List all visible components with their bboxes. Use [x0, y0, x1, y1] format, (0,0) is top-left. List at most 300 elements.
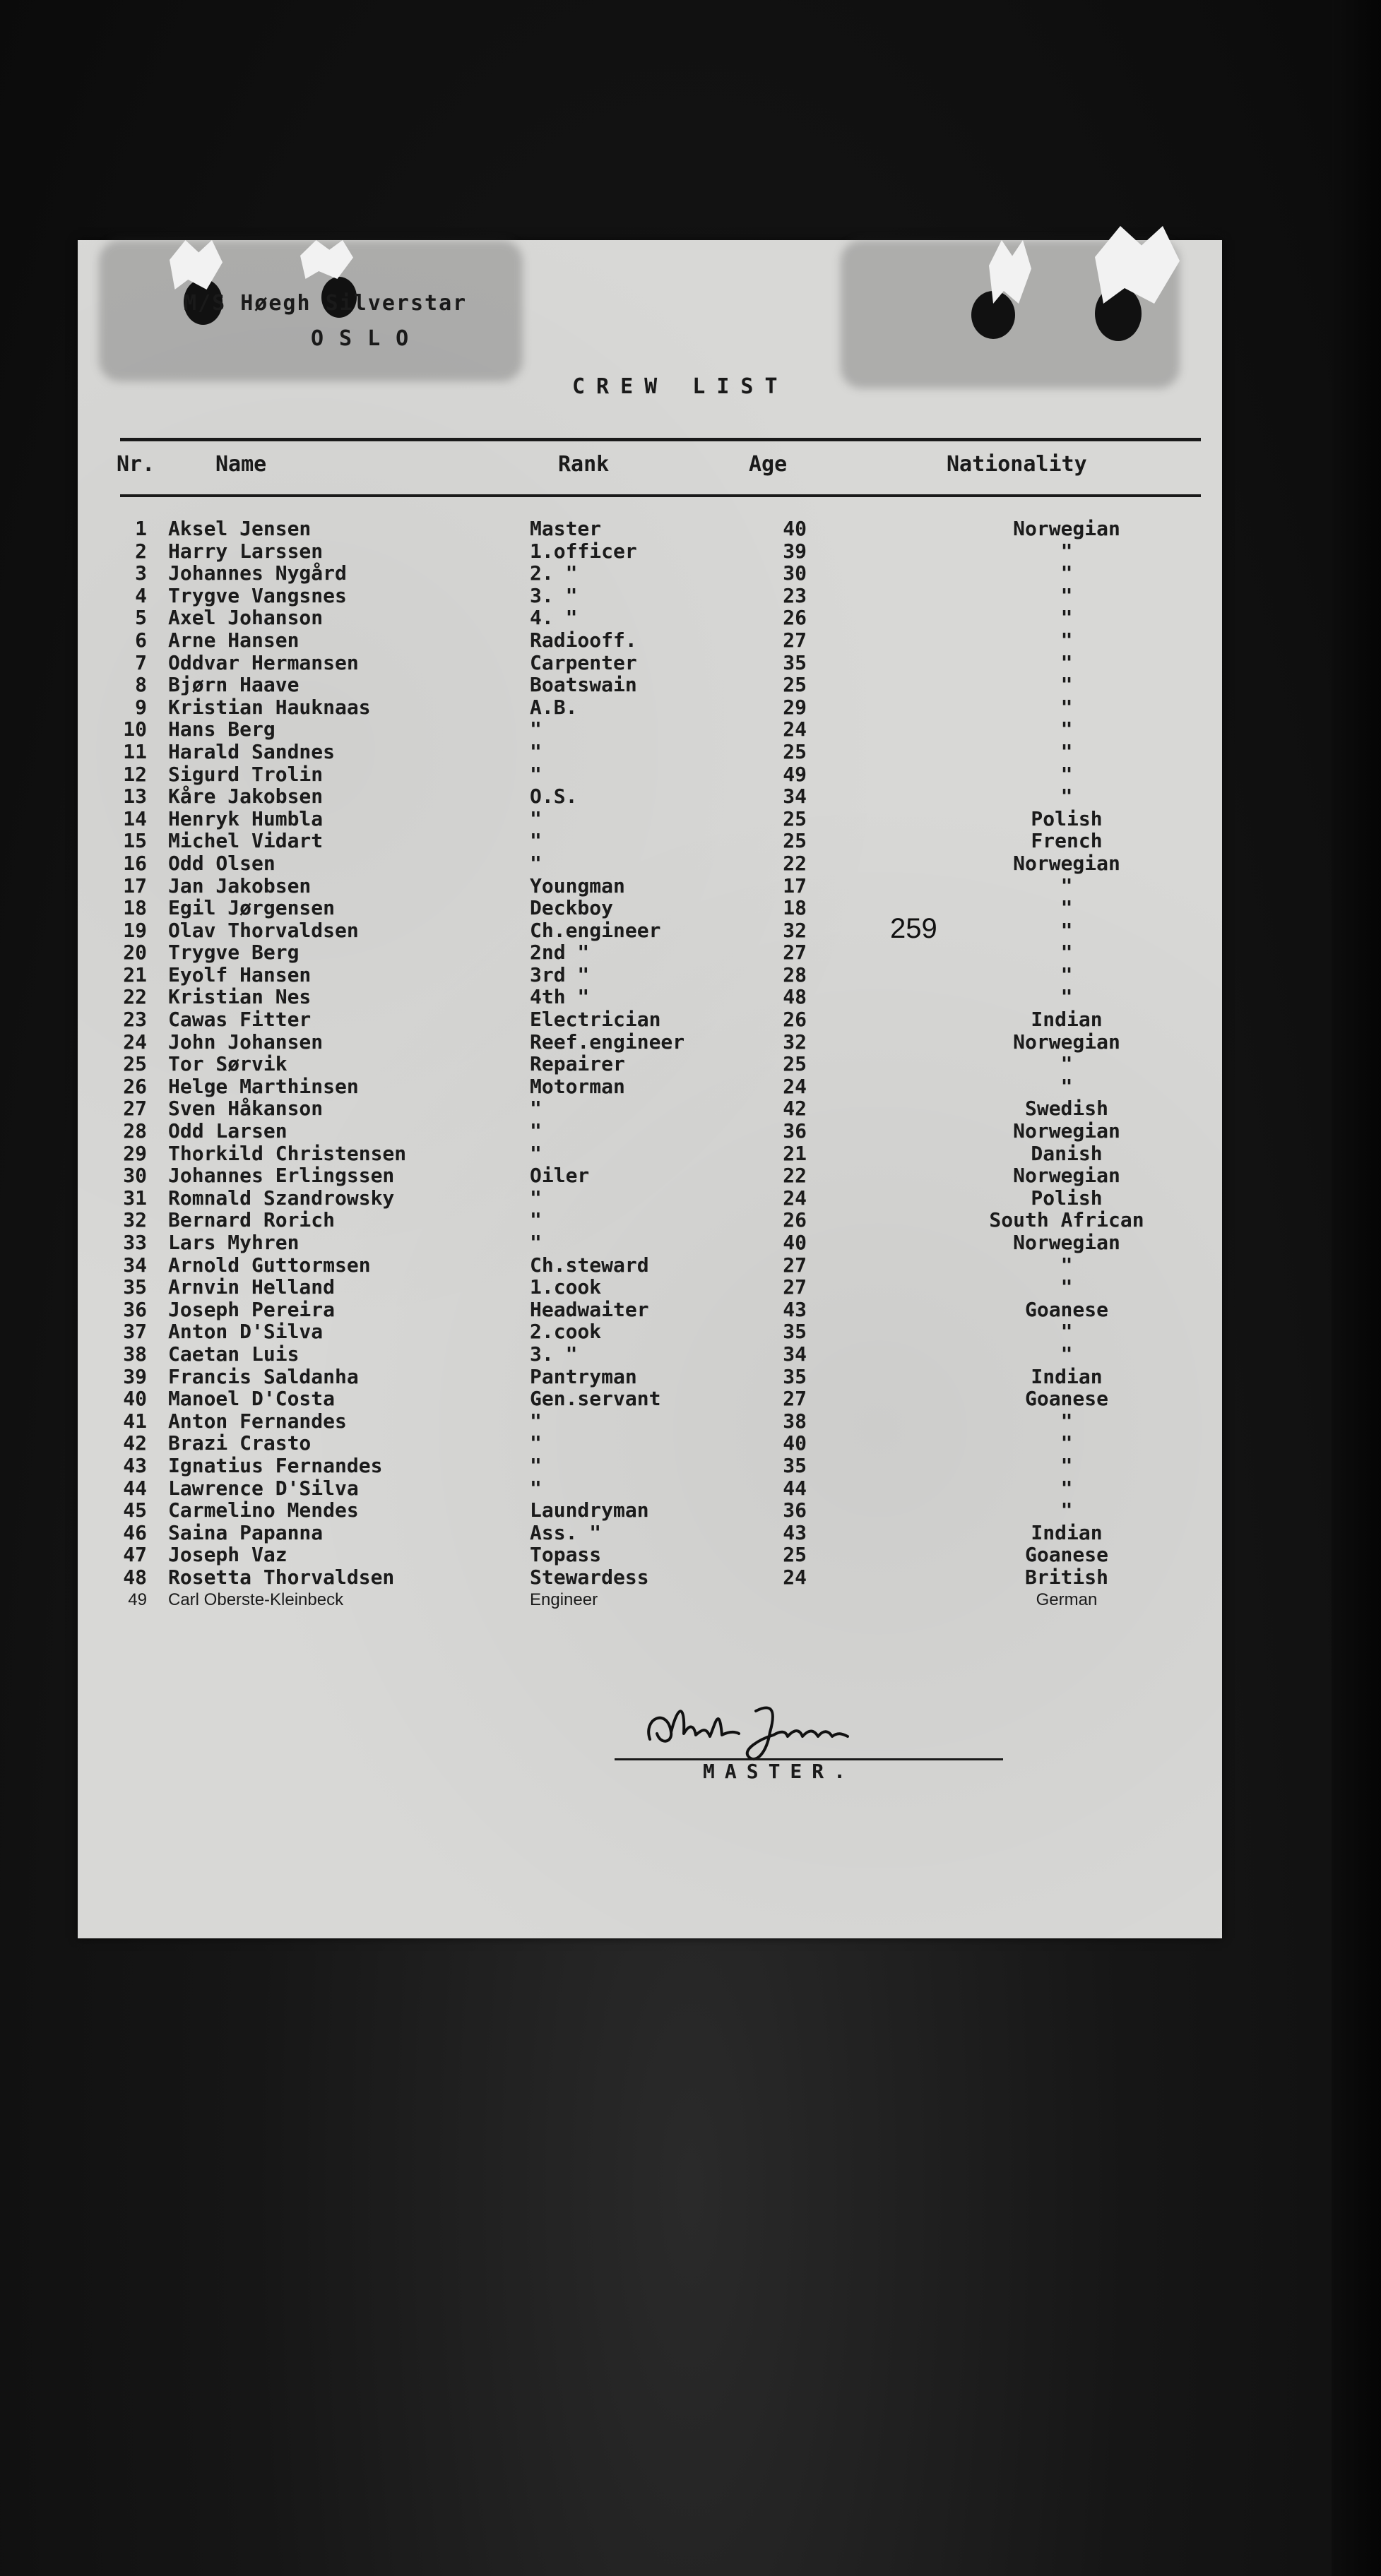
crew-nationality: Norwegian [1013, 1231, 1120, 1254]
crew-rank: Youngman [530, 873, 625, 898]
crew-nationality: " [1060, 762, 1073, 786]
crew-row [78, 1008, 1222, 1031]
crew-rank: 3. " [530, 583, 578, 607]
crew-name: Anton D'Silva [168, 1320, 324, 1344]
crew-name: Saina Papanna [168, 1520, 324, 1544]
crew-row [78, 986, 1222, 1008]
crew-row [78, 1232, 1222, 1254]
crew-rank: " [530, 1409, 542, 1433]
crew-name: Johannes Nygård [168, 561, 347, 585]
crew-nationality: German [1036, 1590, 1098, 1609]
crew-age: 28 [783, 962, 807, 986]
crew-rank: Deckboy [530, 896, 614, 920]
crew-name: Bjørn Haave [168, 673, 300, 697]
crew-nationality: " [1060, 896, 1073, 920]
crew-nationality: " [1060, 1498, 1073, 1522]
crew-nationality: Polish [1031, 806, 1103, 830]
crew-row [78, 1589, 1222, 1611]
crew-rank: Ass. " [530, 1520, 602, 1544]
crew-name: John Johansen [168, 1030, 324, 1054]
crew-rank: Boatswain [530, 673, 637, 697]
crew-age: 22 [783, 851, 807, 875]
crew-nationality: " [1060, 1409, 1073, 1433]
crew-age: 24 [783, 1565, 807, 1589]
crew-rank: Electrician [530, 1008, 661, 1032]
crew-age: 35 [783, 1364, 807, 1388]
crew-table [78, 518, 1222, 1611]
crew-row [78, 1410, 1222, 1433]
crew-rank: " [530, 1208, 542, 1232]
crew-rank: " [530, 1141, 542, 1165]
crew-nationality: " [1060, 962, 1073, 986]
crew-age: 34 [783, 1342, 807, 1366]
crew-name: Kristian Hauknaas [168, 695, 371, 719]
crew-nr: 31 [123, 1186, 147, 1210]
crew-name: Arne Hansen [168, 628, 300, 652]
header-rule-bottom [120, 494, 1201, 497]
crew-nationality: " [1060, 1320, 1073, 1344]
crew-age: 38 [783, 1409, 807, 1433]
crew-name: Brazi Crasto [168, 1431, 312, 1455]
crew-name: Carmelino Mendes [168, 1498, 359, 1522]
crew-rank: " [530, 1453, 542, 1477]
crew-age: 23 [783, 583, 807, 607]
crew-age: 25 [783, 829, 807, 853]
crew-age: 48 [783, 985, 807, 1009]
crew-age: 27 [783, 1253, 807, 1277]
home-port: OSLO [311, 326, 425, 351]
crew-nationality: South African [989, 1208, 1144, 1232]
crew-row [78, 1254, 1222, 1277]
crew-nr: 49 [128, 1590, 147, 1609]
crew-rank: O.S. [530, 785, 578, 809]
crew-rank: Stewardess [530, 1565, 649, 1589]
crew-nr: 5 [135, 606, 147, 630]
crew-nr: 24 [123, 1030, 147, 1054]
crew-row [78, 1499, 1222, 1522]
crew-row [78, 875, 1222, 898]
crew-row [78, 1299, 1222, 1321]
crew-nr: 4 [135, 583, 147, 607]
crew-rank: Oiler [530, 1164, 590, 1188]
crew-rank: Radiooff. [530, 628, 637, 652]
crew-nationality: " [1060, 941, 1073, 965]
crew-nationality: " [1060, 606, 1073, 630]
crew-row [78, 696, 1222, 719]
crew-name: Caetan Luis [168, 1342, 300, 1366]
crew-nr: 9 [135, 695, 147, 719]
crew-row [78, 607, 1222, 629]
crew-name: Joseph Vaz [168, 1543, 288, 1567]
crew-row [78, 1522, 1222, 1544]
crew-row [78, 1209, 1222, 1232]
crew-row [78, 964, 1222, 986]
crew-nr: 18 [123, 896, 147, 920]
crew-rank: 2.cook [530, 1320, 602, 1344]
crew-name: Aksel Jensen [168, 517, 312, 540]
column-header-nationality: Nationality [947, 452, 1087, 477]
crew-name: Trygve Berg [168, 941, 300, 965]
crew-row [78, 741, 1222, 763]
crew-rank: Laundryman [530, 1498, 649, 1522]
crew-nr: 28 [123, 1119, 147, 1143]
crew-nationality: " [1060, 1342, 1073, 1366]
crew-rank: " [530, 1097, 542, 1121]
crew-nr: 7 [135, 650, 147, 674]
crew-name: Arnvin Helland [168, 1275, 336, 1299]
crew-age: 43 [783, 1297, 807, 1321]
crew-name: Jan Jakobsen [168, 873, 312, 898]
crew-rank: Carpenter [530, 650, 637, 674]
crew-name: Thorkild Christensen [168, 1141, 407, 1165]
crew-rank: 3. " [530, 1342, 578, 1366]
crew-nr: 29 [123, 1141, 147, 1165]
crew-age: 42 [783, 1097, 807, 1121]
crew-name: Harald Sandnes [168, 739, 336, 763]
crew-nr: 14 [123, 806, 147, 830]
crew-age: 49 [783, 762, 807, 786]
crew-age: 39 [783, 539, 807, 563]
crew-row [78, 1320, 1222, 1343]
crew-nr: 27 [123, 1097, 147, 1121]
crew-age: 36 [783, 1498, 807, 1522]
crew-rank: " [530, 717, 542, 741]
crew-nr: 42 [123, 1431, 147, 1455]
crew-name: Romnald Szandrowsky [168, 1186, 395, 1210]
crew-nationality: Norwegian [1013, 517, 1120, 540]
crew-rank: A.B. [530, 695, 578, 719]
crew-rank: 3rd " [530, 962, 590, 986]
crew-rank: " [530, 1431, 542, 1455]
crew-row [78, 1343, 1222, 1366]
crew-rank: 4th " [530, 985, 590, 1009]
crew-nationality: " [1060, 1476, 1073, 1500]
crew-rank: 4. " [530, 606, 578, 630]
crew-row [78, 1164, 1222, 1187]
crew-rank: Gen.servant [530, 1387, 661, 1411]
crew-nr: 3 [135, 561, 147, 585]
crew-row [78, 785, 1222, 808]
crew-name: Cawas Fitter [168, 1008, 312, 1032]
crew-nationality: " [1060, 1074, 1073, 1098]
crew-nr: 41 [123, 1409, 147, 1433]
crew-row [78, 1432, 1222, 1455]
crew-rank: Repairer [530, 1052, 625, 1076]
crew-name: Ignatius Fernandes [168, 1453, 383, 1477]
crew-nr: 13 [123, 785, 147, 809]
crew-nationality: French [1031, 829, 1103, 853]
crew-age: 25 [783, 673, 807, 697]
crew-nationality: " [1060, 1052, 1073, 1076]
header-rule-top [120, 438, 1201, 441]
crew-age: 35 [783, 1320, 807, 1344]
crew-age: 25 [783, 806, 807, 830]
crew-row [78, 1566, 1222, 1589]
crew-age: 24 [783, 717, 807, 741]
crew-nr: 37 [123, 1320, 147, 1344]
crew-age: 25 [783, 739, 807, 763]
crew-age: 29 [783, 695, 807, 719]
crew-row [78, 852, 1222, 875]
crew-rank: Pantryman [530, 1364, 637, 1388]
crew-name: Sven Håkanson [168, 1097, 324, 1121]
crew-nr: 47 [123, 1543, 147, 1567]
crew-row [78, 1143, 1222, 1165]
crew-nr: 38 [123, 1342, 147, 1366]
crew-age: 27 [783, 941, 807, 965]
crew-age: 17 [783, 873, 807, 898]
crew-age: 24 [783, 1074, 807, 1098]
crew-nr: 21 [123, 962, 147, 986]
crew-rank: 1.cook [530, 1275, 602, 1299]
crew-row [78, 897, 1222, 919]
crew-age: 26 [783, 1008, 807, 1032]
crew-name: Helge Marthinsen [168, 1074, 359, 1098]
crew-row [78, 1366, 1222, 1388]
crew-row [78, 629, 1222, 652]
crew-nationality: " [1060, 628, 1073, 652]
crew-row [78, 1544, 1222, 1566]
crew-nr: 34 [123, 1253, 147, 1277]
crew-name: Anton Fernandes [168, 1409, 347, 1433]
crew-nationality: Danish [1031, 1141, 1103, 1165]
crew-name: Odd Larsen [168, 1119, 288, 1143]
crew-age: 36 [783, 1119, 807, 1143]
crew-age: 26 [783, 1208, 807, 1232]
column-header-name: Name [215, 452, 267, 477]
crew-age: 32 [783, 918, 807, 942]
crew-row [78, 1187, 1222, 1210]
crew-rank: Ch.engineer [530, 918, 661, 942]
crew-nationality: " [1060, 785, 1073, 809]
crew-nationality: Goanese [1024, 1297, 1108, 1321]
crew-nr: 25 [123, 1052, 147, 1076]
crew-rank: Topass [530, 1543, 602, 1567]
crew-name: Trygve Vangsnes [168, 583, 347, 607]
crew-nr: 23 [123, 1008, 147, 1032]
crew-nr: 32 [123, 1208, 147, 1232]
crew-row [78, 1097, 1222, 1120]
crew-name: Eyolf Hansen [168, 962, 312, 986]
crew-rank: Engineer [530, 1590, 598, 1609]
crew-nr: 22 [123, 985, 147, 1009]
crew-name: Oddvar Hermansen [168, 650, 359, 674]
crew-nationality: " [1060, 918, 1073, 942]
crew-rank: " [530, 851, 542, 875]
crew-name: Rosetta Thorvaldsen [168, 1565, 395, 1589]
crew-row [78, 1053, 1222, 1075]
crew-row [78, 585, 1222, 607]
crew-name: Lawrence D'Silva [168, 1476, 359, 1500]
crew-rank: " [530, 806, 542, 830]
crew-rank: Ch.steward [530, 1253, 649, 1277]
crew-nationality: " [1060, 717, 1073, 741]
crew-row [78, 808, 1222, 830]
crew-name: Johannes Erlingssen [168, 1164, 395, 1188]
crew-age: 35 [783, 650, 807, 674]
stamp-number: 259 [890, 913, 937, 944]
crew-age: 30 [783, 561, 807, 585]
crew-age: 21 [783, 1141, 807, 1165]
crew-nr: 46 [123, 1520, 147, 1544]
crew-row [78, 1276, 1222, 1299]
crew-nationality: British [1024, 1565, 1108, 1589]
crew-nr: 48 [123, 1565, 147, 1589]
crew-nr: 39 [123, 1364, 147, 1388]
crew-name: Kåre Jakobsen [168, 785, 324, 809]
crew-nr: 45 [123, 1498, 147, 1522]
crew-age: 24 [783, 1186, 807, 1210]
crew-name: Tor Sørvik [168, 1052, 288, 1076]
crew-age: 27 [783, 1387, 807, 1411]
crew-age: 44 [783, 1476, 807, 1500]
crew-nr: 6 [135, 628, 147, 652]
crew-rank: " [530, 829, 542, 853]
crew-row [78, 830, 1222, 852]
crew-nationality: " [1060, 539, 1073, 563]
crew-name: Axel Johanson [168, 606, 324, 630]
crew-name: Henryk Humbla [168, 806, 324, 830]
crew-nationality: " [1060, 873, 1073, 898]
crew-row [78, 1477, 1222, 1500]
crew-name: Francis Saldanha [168, 1364, 359, 1388]
crew-nationality: Norwegian [1013, 1119, 1120, 1143]
crew-row [78, 718, 1222, 741]
crew-nr: 16 [123, 851, 147, 875]
crew-age: 26 [783, 606, 807, 630]
crew-age: 27 [783, 1275, 807, 1299]
column-header-rank: Rank [558, 452, 610, 477]
crew-age: 35 [783, 1453, 807, 1477]
crew-row [78, 919, 1222, 942]
crew-rank: 2nd " [530, 941, 590, 965]
crew-nationality: " [1060, 695, 1073, 719]
crew-age: 34 [783, 785, 807, 809]
crew-nr: 35 [123, 1275, 147, 1299]
crew-nr: 20 [123, 941, 147, 965]
crew-rank: " [530, 1476, 542, 1500]
crew-rank: 1.officer [530, 539, 637, 563]
crew-rank: " [530, 1231, 542, 1254]
crew-name: Kristian Nes [168, 985, 312, 1009]
crew-nr: 11 [123, 739, 147, 763]
crew-name: Egil Jørgensen [168, 896, 336, 920]
crew-name: Manoel D'Costa [168, 1387, 336, 1411]
crew-nationality: Indian [1031, 1364, 1103, 1388]
crew-rank: " [530, 1119, 542, 1143]
crew-name: Arnold Guttormsen [168, 1253, 371, 1277]
crew-nr: 30 [123, 1164, 147, 1188]
crew-nationality: Norwegian [1013, 851, 1120, 875]
crew-nr: 19 [123, 918, 147, 942]
crew-row [78, 763, 1222, 786]
crew-age: 25 [783, 1052, 807, 1076]
crew-nr: 43 [123, 1453, 147, 1477]
crew-row [78, 1075, 1222, 1098]
crew-row [78, 540, 1222, 563]
crew-age: 43 [783, 1520, 807, 1544]
crew-row [78, 1455, 1222, 1477]
crew-name: Harry Larssen [168, 539, 324, 563]
crew-nationality: Norwegian [1013, 1164, 1120, 1188]
crew-name: Hans Berg [168, 717, 275, 741]
crew-nationality: " [1060, 739, 1073, 763]
crew-name: Joseph Pereira [168, 1297, 336, 1321]
crew-age: 32 [783, 1030, 807, 1054]
crew-nationality: " [1060, 650, 1073, 674]
document-title: CREW LIST [572, 374, 789, 399]
crew-nationality: " [1060, 1431, 1073, 1455]
crew-age: 40 [783, 1231, 807, 1254]
crew-age: 27 [783, 628, 807, 652]
crew-row [78, 1031, 1222, 1054]
crew-rank: " [530, 1186, 542, 1210]
crew-nationality: " [1060, 673, 1073, 697]
column-header-age: Age [749, 452, 788, 477]
crew-nationality: Polish [1031, 1186, 1103, 1210]
crew-nationality: Swedish [1024, 1097, 1108, 1121]
crew-nr: 1 [135, 517, 147, 540]
crew-row [78, 674, 1222, 696]
crew-rank: " [530, 739, 542, 763]
crew-row [78, 1388, 1222, 1410]
crew-nr: 12 [123, 762, 147, 786]
crew-rank: " [530, 762, 542, 786]
crew-row [78, 1120, 1222, 1143]
crew-name: Sigurd Trolin [168, 762, 324, 786]
crew-nationality: Indian [1031, 1520, 1103, 1544]
crew-rank: Motorman [530, 1074, 625, 1098]
crew-name: Olav Thorvaldsen [168, 918, 359, 942]
vessel-name: M/S Høegh Silverstar [184, 291, 468, 316]
crew-nationality: Goanese [1024, 1543, 1108, 1567]
film-edge [1332, 0, 1381, 2576]
crew-nationality: " [1060, 1275, 1073, 1299]
crew-rank: 2. " [530, 561, 578, 585]
crew-row [78, 652, 1222, 674]
crew-nr: 26 [123, 1074, 147, 1098]
crew-nationality: Indian [1031, 1008, 1103, 1032]
crew-name: Bernard Rorich [168, 1208, 336, 1232]
crew-nationality: Goanese [1024, 1387, 1108, 1411]
crew-name: Odd Olsen [168, 851, 275, 875]
crew-nr: 15 [123, 829, 147, 853]
crew-age: 40 [783, 1431, 807, 1455]
crew-rank: Master [530, 517, 602, 540]
crew-nr: 2 [135, 539, 147, 563]
crew-age: 22 [783, 1164, 807, 1188]
crew-nr: 10 [123, 717, 147, 741]
crew-age: 18 [783, 896, 807, 920]
crew-list-document [78, 240, 1222, 1938]
crew-nr: 33 [123, 1231, 147, 1254]
crew-nationality: Norwegian [1013, 1030, 1120, 1054]
crew-row [78, 562, 1222, 585]
crew-name: Michel Vidart [168, 829, 324, 853]
crew-rank: Reef.engineer [530, 1030, 685, 1054]
crew-nr: 44 [123, 1476, 147, 1500]
crew-nationality: " [1060, 1453, 1073, 1477]
crew-nationality: " [1060, 1253, 1073, 1277]
crew-nationality: " [1060, 583, 1073, 607]
crew-nationality: " [1060, 561, 1073, 585]
crew-age: 25 [783, 1543, 807, 1567]
crew-nationality: " [1060, 985, 1073, 1009]
crew-age: 40 [783, 517, 807, 540]
crew-rank: Headwaiter [530, 1297, 649, 1321]
crew-nr: 40 [123, 1387, 147, 1411]
crew-row [78, 518, 1222, 540]
